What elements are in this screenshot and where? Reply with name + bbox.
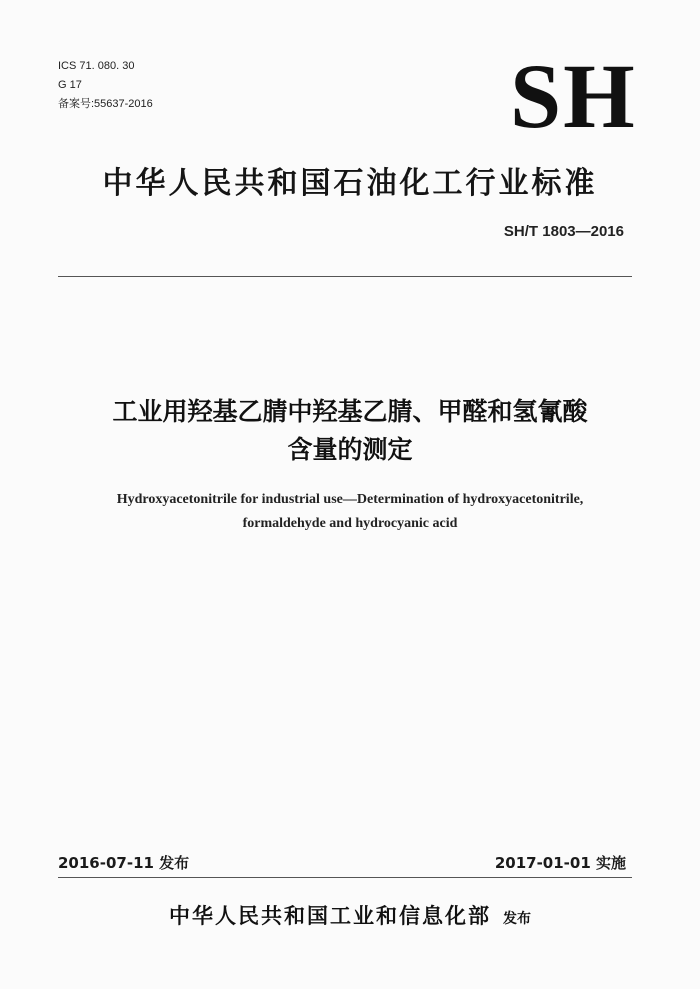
implementation-date: 2017-01-01 实施 (494, 854, 626, 872)
standard-category-title: 中华人民共和国石油化工行业标准 (102, 166, 598, 201)
top-divider (58, 276, 632, 277)
title-en-line-1: Hydroxyacetonitrile for industrial use—Determination of hydroxyacetonitrile, (116, 492, 584, 507)
bottom-divider (58, 877, 632, 878)
class-code: G 17 (58, 79, 82, 91)
standard-code: SH/T 1803—2016 (503, 223, 624, 240)
document-title-cn (0, 393, 700, 469)
title-cn-line-2: 含量的测定 (287, 435, 413, 464)
issue-date: 2016-07-11 发布 (58, 854, 190, 872)
title-cn-line-1: 工业用羟基乙腈中羟基乙腈、甲醛和氢氰酸 (112, 397, 588, 426)
title-en-line-2: formaldehyde and hydrocyanic acid (242, 516, 458, 531)
publisher-label: 发布 (503, 911, 531, 927)
publisher-org: 中华人民共和国工业和信息化部 (169, 904, 491, 928)
publisher-line (0, 900, 700, 930)
ics-code: ICS 71. 080. 30 (58, 60, 135, 72)
document-title-en (0, 488, 700, 536)
filing-number: 备案号:55637-2016 (58, 98, 153, 110)
classification-block (58, 57, 153, 114)
sh-logo: SH (510, 45, 637, 147)
